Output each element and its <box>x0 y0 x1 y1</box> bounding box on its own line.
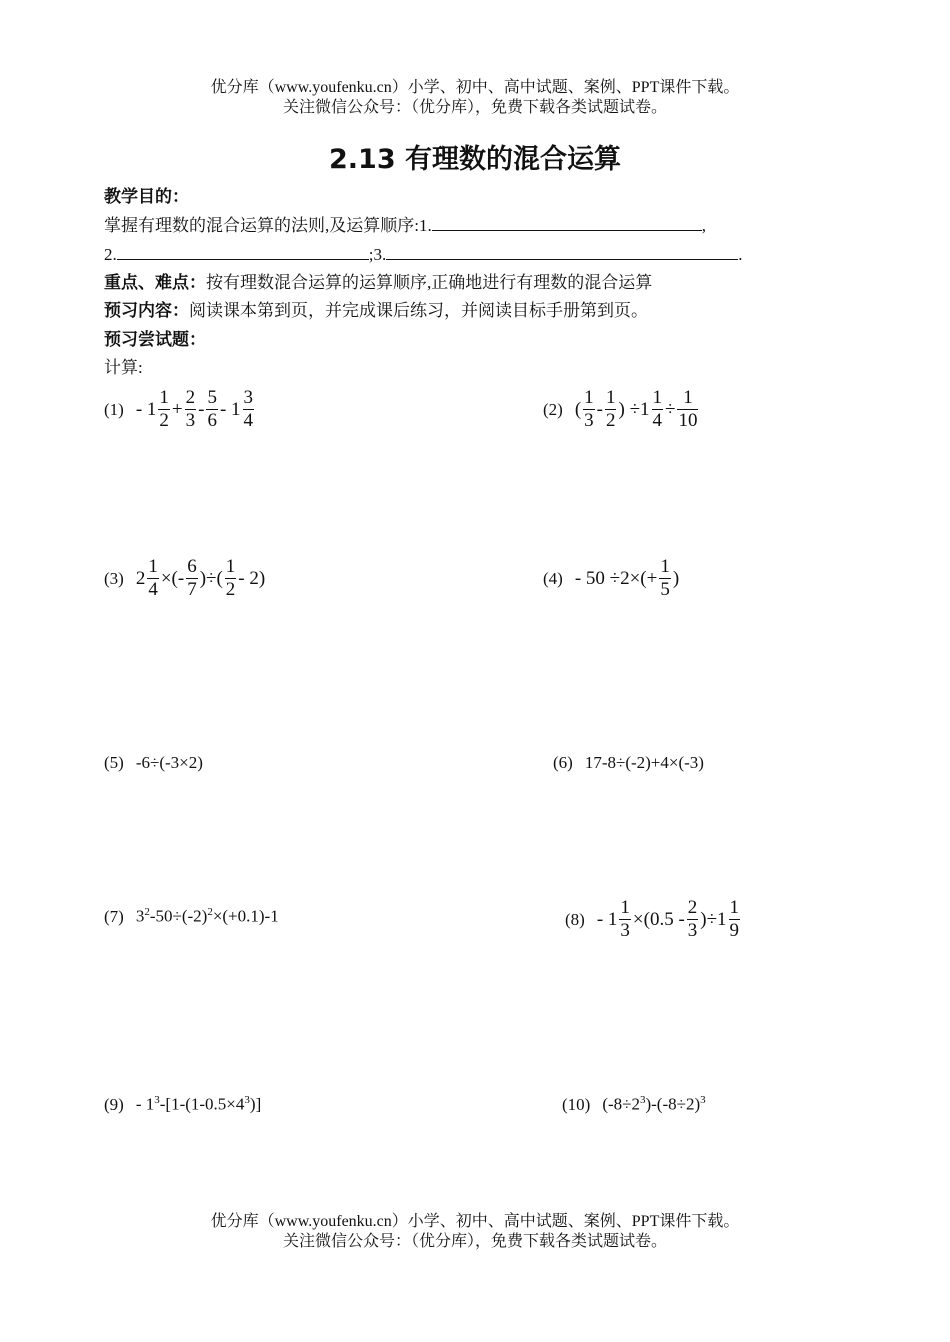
denominator: 2 <box>225 579 236 600</box>
problem-3 <box>104 556 265 601</box>
problem-6-label: (6) <box>553 753 573 772</box>
p2-op-1: - <box>596 398 603 420</box>
footer-line-2: 关注微信公众号：（优分库），免费下载各类试题试卷。 <box>282 1233 667 1250</box>
p1-whole-1: 1 <box>146 398 157 420</box>
answer-blank-3[interactable] <box>386 244 738 260</box>
p1-op-1: + <box>171 398 183 420</box>
p9-exponent-1: 3 <box>154 1094 160 1106</box>
p7-exponent-1: 2 <box>144 906 150 918</box>
p1-fraction-4 <box>243 387 255 432</box>
numerator: 1 <box>605 387 616 408</box>
p7-base: 3 <box>135 906 145 926</box>
p2-fraction-2 <box>605 387 617 432</box>
p3-whole-1: 2 <box>135 567 146 589</box>
problem-10 <box>562 1094 706 1115</box>
denominator: 2 <box>159 410 169 431</box>
denominator: 5 <box>660 579 670 600</box>
p1-op-2: - <box>198 398 205 420</box>
objectives-line-2-num: 2. <box>104 245 117 264</box>
objectives-line-1-end: , <box>701 216 706 235</box>
p3-op-1: ×(- <box>160 567 185 589</box>
p4-post: ) <box>672 567 680 589</box>
numerator: 6 <box>187 556 197 577</box>
p8-fraction-3 <box>729 897 741 942</box>
problem-3-label: (3) <box>104 568 124 588</box>
page-title: 2.13 有理数的混合运算 <box>328 144 622 175</box>
denominator: 3 <box>687 920 698 941</box>
p8-post: )÷1 <box>700 908 727 930</box>
keypoints-text: 按有理数混合运算的运算顺序,正确地进行有理数的混合运算 <box>206 273 653 292</box>
p8-fraction-2 <box>687 897 699 942</box>
header-line-1: 优分库（www.youfenku.cn）小学、初中、高中试题、案例、PPT课件下载。 <box>210 79 740 96</box>
objectives-line-1 <box>104 215 706 237</box>
p7-tail: ×(+0.1)-1 <box>212 906 279 926</box>
p9-mid: -[1-(1-0.5×4 <box>159 1094 245 1114</box>
p8-pre: - 1 <box>596 908 618 930</box>
footer-line-1: 优分库（www.youfenku.cn）小学、初中、高中试题、案例、PPT课件下载。 <box>210 1213 740 1230</box>
problem-8-label: (8) <box>565 909 585 929</box>
denominator: 2 <box>605 410 616 431</box>
numerator: 1 <box>729 897 740 918</box>
numerator: 3 <box>243 387 254 408</box>
p9-pre: - 1 <box>135 1094 155 1114</box>
p1-sign: - <box>135 398 143 420</box>
problem-5 <box>104 753 203 773</box>
problem-5-label: (5) <box>104 753 124 772</box>
p4-fraction-1 <box>659 556 671 601</box>
p10-pre: (-8÷2 <box>602 1094 640 1114</box>
p1-fraction-2 <box>185 387 197 432</box>
p1-whole-4: 1 <box>231 398 241 420</box>
numerator: 2 <box>687 897 698 918</box>
problem-7 <box>104 906 279 927</box>
p2-fraction-3 <box>652 387 664 432</box>
p4-pre: - 50 ÷2×(+ <box>574 567 658 589</box>
p10-exponent-1: 3 <box>639 1094 646 1106</box>
p5-expression: -6÷(-3×2) <box>135 753 203 772</box>
p2-fraction-1 <box>583 387 595 432</box>
p3-fraction-3 <box>225 556 237 601</box>
numerator: 1 <box>225 556 236 577</box>
p1-fraction-3 <box>206 387 218 432</box>
p2-op-3: ÷ <box>665 398 676 420</box>
p8-fraction-1 <box>619 897 631 942</box>
p1-op-3: - <box>219 398 227 420</box>
problem-2-label: (2) <box>543 399 563 419</box>
preview-text: 阅读课本第到页，并完成课后练习，并阅读目标手册第到页。 <box>189 301 648 320</box>
p10-mid: )-(-8÷2) <box>645 1094 701 1114</box>
p8-mid: ×(0.5 - <box>632 908 685 930</box>
denominator: 4 <box>243 410 254 431</box>
problem-4 <box>543 556 679 601</box>
problem-9 <box>104 1094 261 1115</box>
denominator: 7 <box>187 579 197 600</box>
answer-blank-1[interactable] <box>432 215 702 231</box>
problem-8 <box>565 897 742 942</box>
objectives-line-2-end: . <box>738 245 743 264</box>
p1-fraction-1 <box>158 387 170 432</box>
denominator: 4 <box>148 579 158 600</box>
p7-exponent-2: 2 <box>207 906 213 918</box>
keypoints-line <box>104 272 652 294</box>
problem-6 <box>553 753 704 773</box>
trial-heading: 预习尝试题： <box>104 330 206 349</box>
numerator: 1 <box>159 387 169 408</box>
numerator: 1 <box>683 387 693 408</box>
numerator: 1 <box>148 556 158 577</box>
header-line-2: 关注微信公众号：（优分库），免费下载各类试题试卷。 <box>282 99 667 116</box>
numerator: 1 <box>584 387 594 408</box>
problem-1 <box>104 387 256 432</box>
objectives-line-2 <box>104 244 742 266</box>
problem-4-label: (4) <box>543 568 563 588</box>
objectives-line-1-text: 掌握有理数的混合运算的法则,及运算顺序:1. <box>104 216 432 235</box>
p2-op-2: ÷1 <box>629 398 650 420</box>
objectives-line-2-sep: ;3. <box>368 245 387 264</box>
numerator: 1 <box>660 556 670 577</box>
p2-open: ( <box>574 398 582 420</box>
problem-7-label: (7) <box>104 906 124 926</box>
denominator: 10 <box>678 410 698 431</box>
preview-label: 预习内容： <box>104 301 189 320</box>
objectives-heading: 教学目的： <box>104 187 189 206</box>
p9-exponent-2: 3 <box>244 1094 250 1106</box>
p3-fraction-2 <box>186 556 198 601</box>
denominator: 6 <box>207 410 217 431</box>
p9-tail: )] <box>249 1094 262 1114</box>
answer-blank-2[interactable] <box>117 244 369 260</box>
p6-expression: 17-8÷(-2)+4×(-3) <box>584 753 704 772</box>
numerator: 1 <box>652 387 662 408</box>
p7-mid: -50÷(-2) <box>149 906 208 926</box>
p2-fraction-4 <box>677 387 698 432</box>
p3-fraction-1 <box>147 556 159 601</box>
problem-10-label: (10) <box>562 1094 591 1114</box>
p3-op-2: )÷( <box>199 567 223 589</box>
denominator: 9 <box>729 920 740 941</box>
p10-exponent-2: 3 <box>700 1094 706 1106</box>
keypoints-label: 重点、难点： <box>104 273 206 292</box>
problem-2 <box>543 387 700 432</box>
p2-close: ) <box>618 398 625 420</box>
denominator: 4 <box>652 410 662 431</box>
problem-1-label: (1) <box>104 399 124 419</box>
numerator: 2 <box>185 387 196 408</box>
denominator: 3 <box>620 920 630 941</box>
numerator: 1 <box>620 897 630 918</box>
denominator: 3 <box>185 410 196 431</box>
calc-label: 计算: <box>104 358 143 377</box>
problem-9-label: (9) <box>104 1094 124 1114</box>
numerator: 5 <box>207 387 217 408</box>
preview-line <box>104 300 648 322</box>
denominator: 3 <box>584 410 594 431</box>
p3-op-3: - 2) <box>238 567 266 589</box>
